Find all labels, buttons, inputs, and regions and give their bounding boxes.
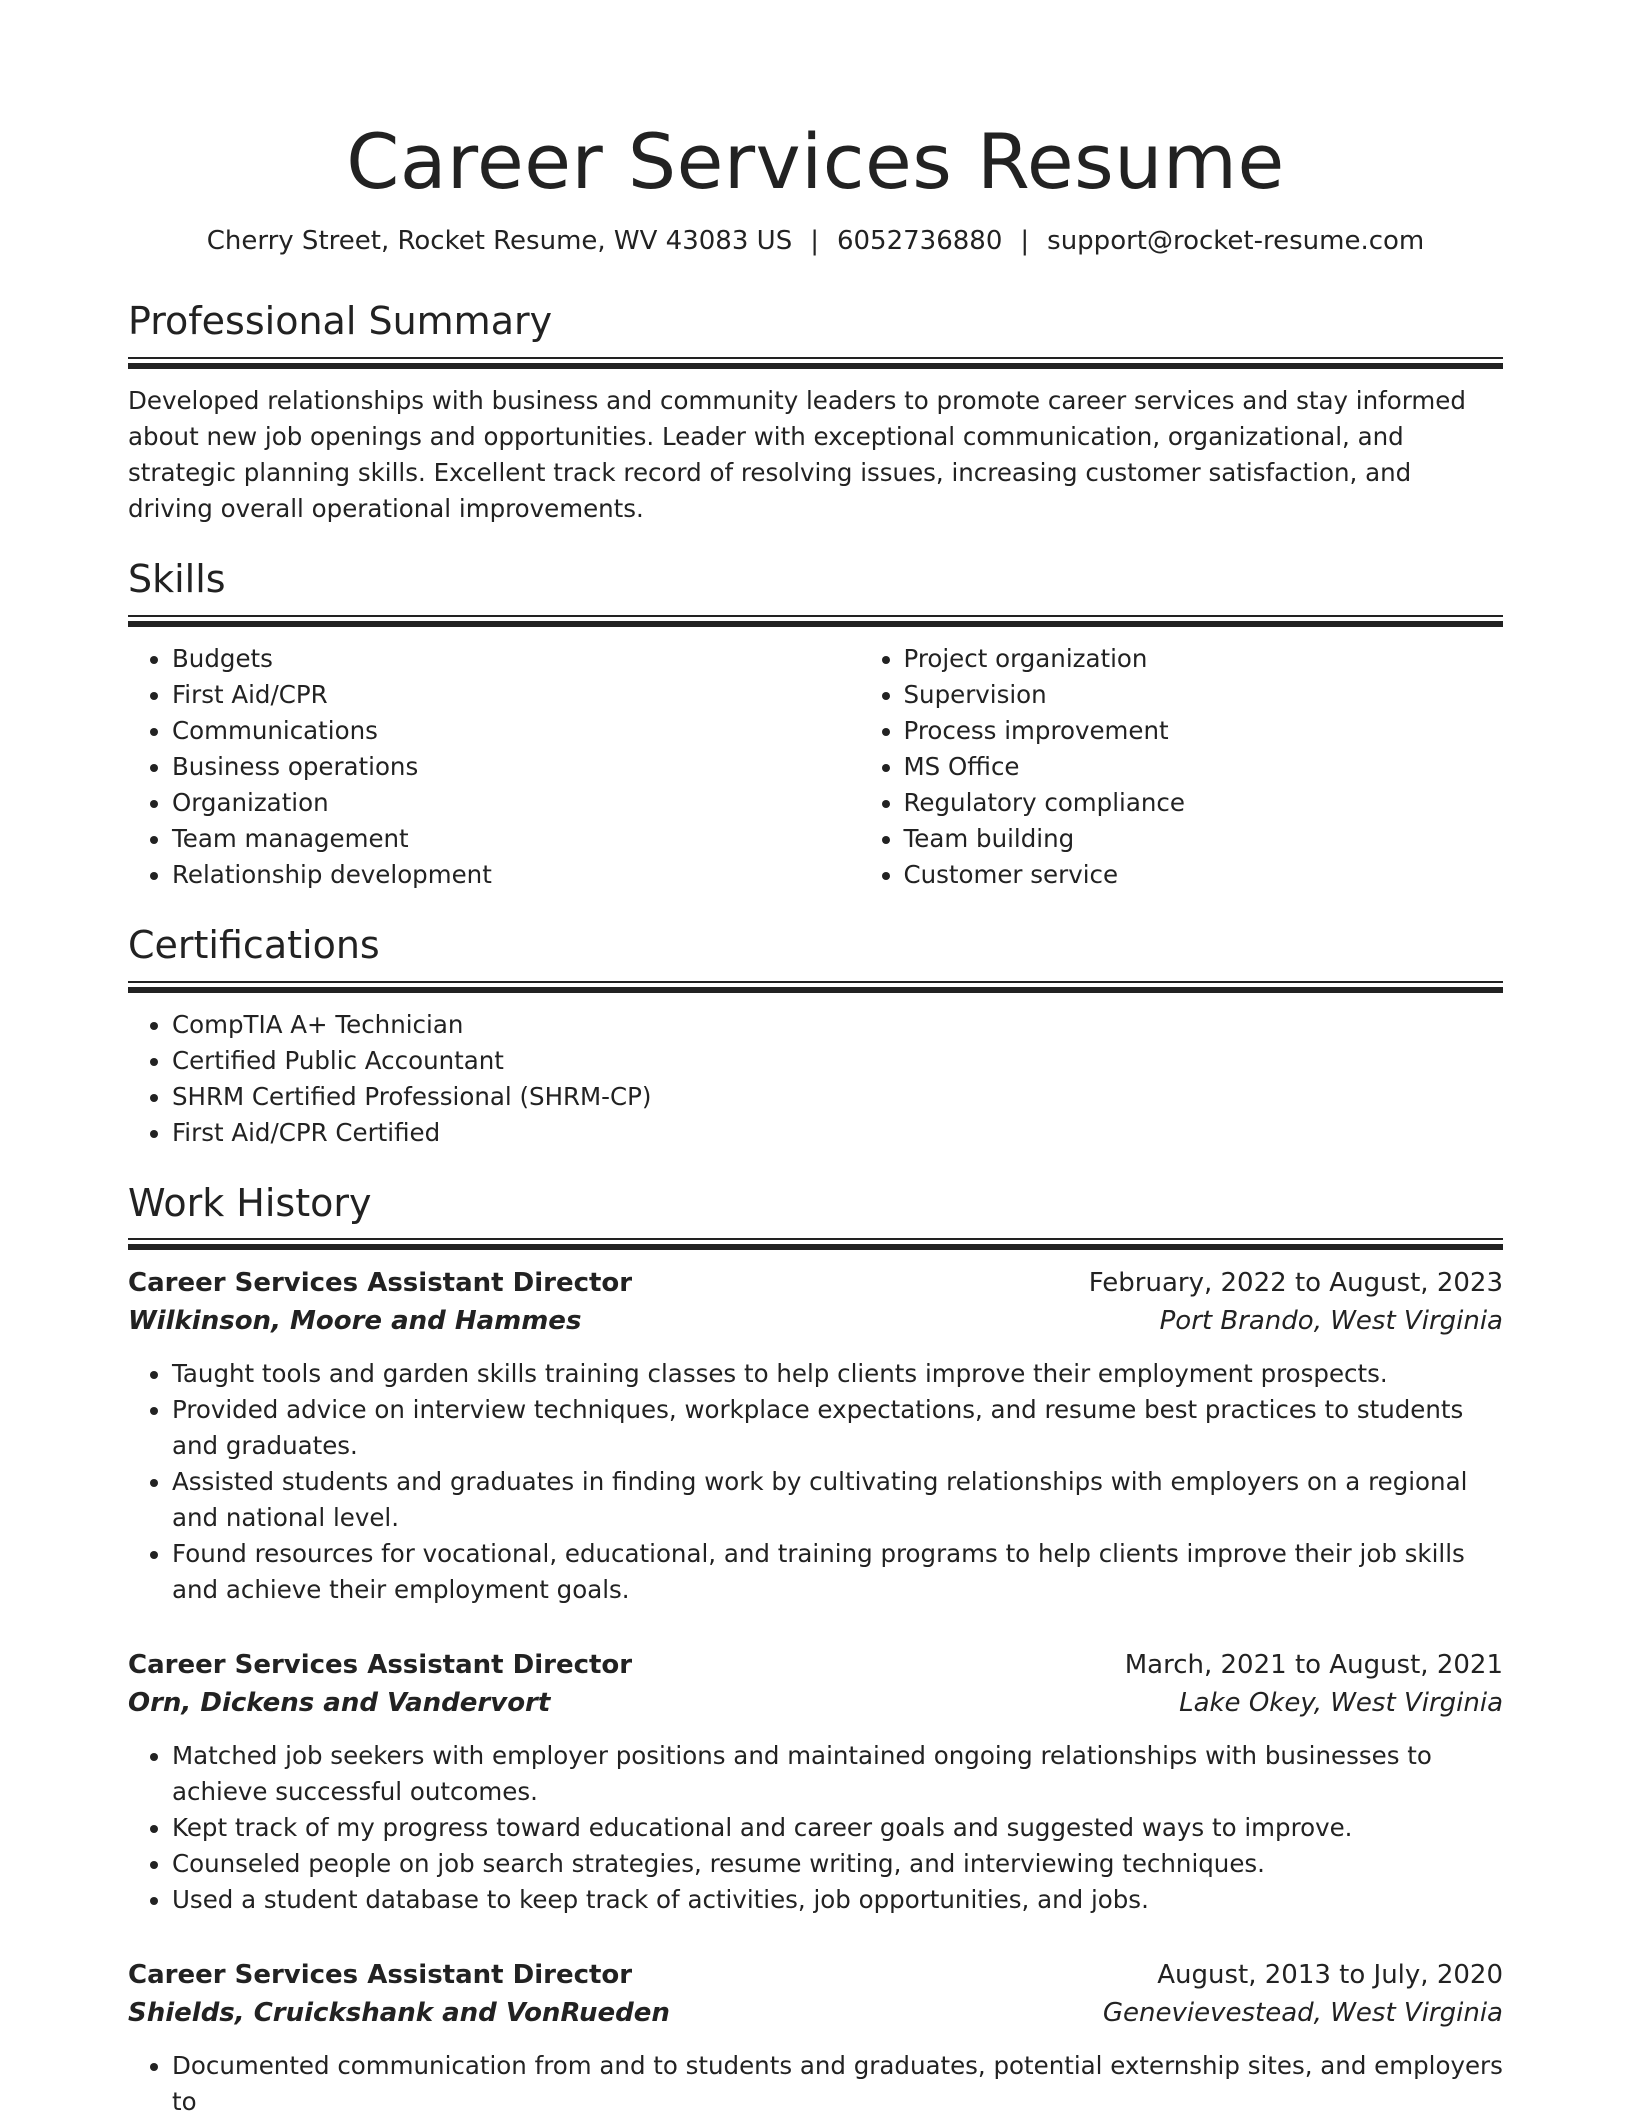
section-divider bbox=[128, 615, 1503, 627]
job-bullet: • Used a student database to keep track of activities, job opportunities, and jobs. bbox=[172, 1882, 1503, 1918]
skill-item: • Project organization bbox=[904, 641, 1592, 677]
section-divider bbox=[128, 981, 1503, 993]
skill-item: • Organization bbox=[172, 785, 860, 821]
job-bullet: • Documented communication from and to students and graduates, potential externship sites, and employers to bbox=[172, 2048, 1503, 2120]
skill-item: • Process improvement bbox=[904, 713, 1592, 749]
contact-separator: | bbox=[810, 226, 819, 257]
job-subheader-row bbox=[128, 1302, 1503, 1340]
job-dates: August, 2013 to July, 2020 bbox=[1157, 1960, 1503, 1991]
job-location: Lake Okey, West Virginia bbox=[1179, 1688, 1503, 1719]
contact-address: Cherry Street, Rocket Resume, WV 43083 US bbox=[206, 226, 793, 257]
skills-list-left bbox=[128, 641, 860, 893]
section-heading-certifications: Certifications bbox=[128, 922, 380, 967]
skills-list-right bbox=[860, 641, 1592, 893]
certification-item: • First Aid/CPR Certified bbox=[172, 1115, 1503, 1151]
section-heading-summary: Professional Summary bbox=[128, 299, 553, 344]
certifications-section bbox=[128, 922, 1503, 1151]
job-entry bbox=[128, 1646, 1503, 1918]
job-location: Genevievestead, West Virginia bbox=[1102, 1998, 1503, 2029]
skill-item: • Team management bbox=[172, 821, 860, 857]
skill-item: • Supervision bbox=[904, 677, 1592, 713]
job-bullet: • Counseled people on job search strategies, resume writing, and interviewing techniques. bbox=[172, 1846, 1503, 1882]
job-bullet: • Assisted students and graduates in finding work by cultivating relationships with employers on a regional and national level. bbox=[172, 1464, 1503, 1536]
job-entry bbox=[128, 1956, 1503, 2120]
job-title: Career Services Assistant Director bbox=[128, 1650, 633, 1681]
job-company: Wilkinson, Moore and Hammes bbox=[128, 1306, 582, 1337]
job-company: Shields, Cruickshank and VonRueden bbox=[128, 1998, 670, 2029]
job-subheader-row bbox=[128, 1994, 1503, 2032]
job-bullet: • Kept track of my progress toward educational and career goals and suggested ways to improve. bbox=[172, 1810, 1503, 1846]
job-subheader-row bbox=[128, 1684, 1503, 1722]
job-bullets bbox=[128, 2048, 1503, 2120]
skill-item: • Budgets bbox=[172, 641, 860, 677]
job-header-row bbox=[128, 1956, 1503, 1994]
skill-item: • Customer service bbox=[904, 857, 1592, 893]
skill-item: • Communications bbox=[172, 713, 860, 749]
work-history-section bbox=[128, 1180, 1503, 2120]
job-dates: March, 2021 to August, 2021 bbox=[1124, 1650, 1503, 1681]
skill-item: • Regulatory compliance bbox=[904, 785, 1592, 821]
job-bullet: • Matched job seekers with employer positions and maintained ongoing relationships with businesses to achieve successful outcomes. bbox=[172, 1738, 1503, 1810]
skill-item: • First Aid/CPR bbox=[172, 677, 860, 713]
skill-item: • Team building bbox=[904, 821, 1592, 857]
certification-item: • SHRM Certified Professional (SHRM-CP) bbox=[172, 1079, 1503, 1115]
job-header-row bbox=[128, 1264, 1503, 1302]
resume-title: Career Services Resume bbox=[346, 117, 1285, 206]
skill-item: • Business operations bbox=[172, 749, 860, 785]
job-bullet: • Taught tools and garden skills training classes to help clients improve their employment prospects. bbox=[172, 1356, 1503, 1392]
job-title: Career Services Assistant Director bbox=[128, 1960, 633, 1991]
contact-line bbox=[128, 225, 1503, 259]
certifications-list bbox=[128, 1007, 1503, 1151]
skills-columns bbox=[128, 641, 1503, 893]
section-divider bbox=[128, 357, 1503, 369]
job-location: Port Brando, West Virginia bbox=[1159, 1306, 1503, 1337]
section-heading-work-history: Work History bbox=[128, 1180, 372, 1225]
section-divider bbox=[128, 1238, 1503, 1250]
skill-item: • Relationship development bbox=[172, 857, 860, 893]
job-entry bbox=[128, 1264, 1503, 1608]
certification-item: • CompTIA A+ Technician bbox=[172, 1007, 1503, 1043]
contact-separator: | bbox=[1020, 226, 1030, 257]
job-bullets bbox=[128, 1738, 1503, 1918]
job-bullet: • Found resources for vocational, educational, and training programs to help clients improve their job skills and achieve their employment goals. bbox=[172, 1536, 1503, 1608]
job-bullet: • Provided advice on interview techniques, workplace expectations, and resume best practices to students and graduates. bbox=[172, 1392, 1503, 1464]
job-company: Orn, Dickens and Vandervort bbox=[128, 1688, 551, 1719]
summary-section bbox=[128, 301, 1503, 527]
contact-phone: 6052736880 bbox=[836, 226, 1003, 257]
skills-section bbox=[128, 556, 1503, 893]
certification-item: • Certified Public Accountant bbox=[172, 1043, 1503, 1079]
job-title: Career Services Assistant Director bbox=[128, 1268, 633, 1299]
section-heading-skills: Skills bbox=[128, 556, 226, 601]
contact-email: support@rocket-resume.com bbox=[1047, 226, 1425, 257]
job-header-row bbox=[128, 1646, 1503, 1684]
skill-item: • MS Office bbox=[904, 749, 1592, 785]
summary-text: Developed relationships with business and community leaders to promote career services and stay informed about new job openings and opportunities. Leader with exceptional communication, organizational, and strategic planning skills. Excellent track record of resolving issues, increasing customer satisfaction, and driving overall operational improvements. bbox=[128, 385, 1466, 523]
job-bullets bbox=[128, 1356, 1503, 1608]
job-dates: February, 2022 to August, 2023 bbox=[1088, 1268, 1503, 1299]
